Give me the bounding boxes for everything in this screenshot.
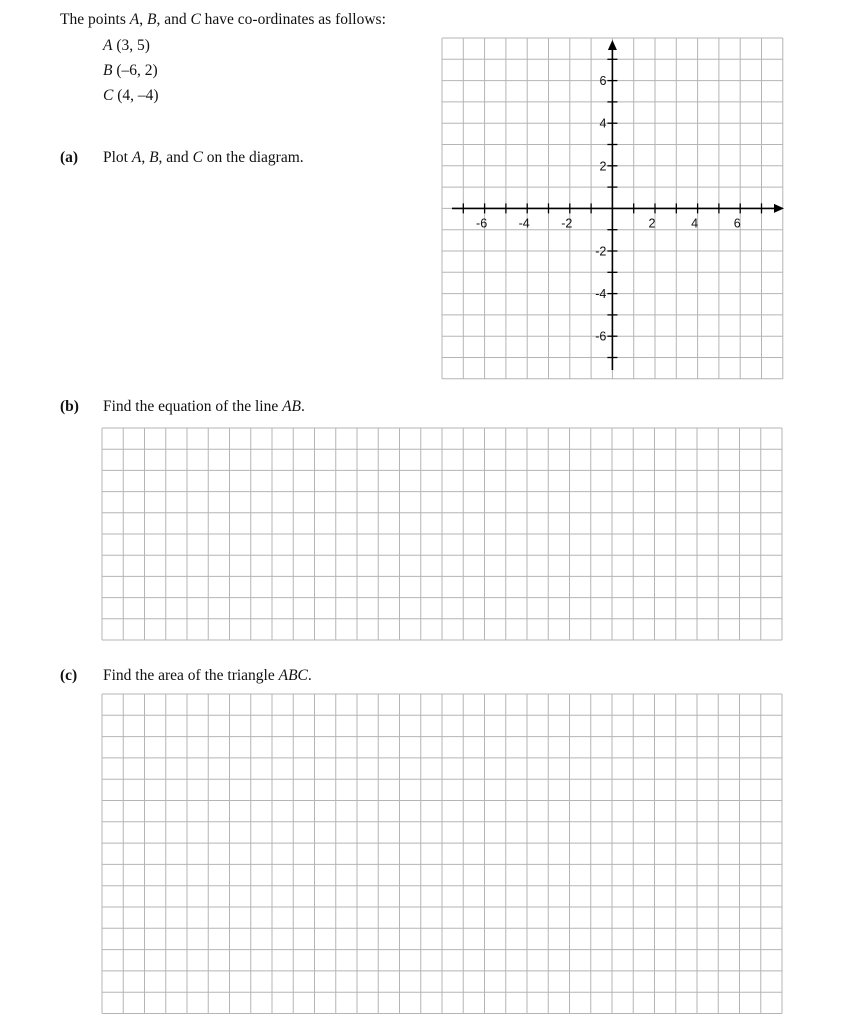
x-tick-label: 4 [691, 216, 699, 231]
part-b-label: (b) [60, 398, 79, 415]
intro-point-a: A [129, 11, 140, 28]
intro-pre: The points [60, 11, 130, 28]
x-tick-label: -4 [518, 216, 530, 231]
point-b-name: B [103, 62, 113, 79]
y-tick-label: -4 [595, 287, 607, 302]
intro-point-b: B [146, 11, 157, 28]
part-a-sep-1: , [141, 149, 150, 166]
part-b-line-ab: AB [282, 398, 302, 415]
y-tick-label: 4 [599, 116, 607, 131]
part-a-point-a: A [131, 149, 142, 166]
y-axis-arrow-icon [608, 40, 617, 50]
part-b-post: . [301, 398, 305, 415]
x-tick-label: -2 [561, 216, 573, 231]
point-b-value: (–6, 2) [112, 62, 158, 79]
intro-post: have co-ordinates as follows: [200, 11, 386, 28]
point-a-value: (3, 5) [112, 37, 150, 54]
working-grid-c[interactable] [102, 694, 782, 1014]
part-a-pre: Plot [103, 149, 132, 166]
x-tick-label: 6 [733, 216, 741, 231]
part-c-label: (c) [60, 667, 78, 684]
intro-sep-2: , and [156, 11, 191, 28]
y-tick-label: 6 [599, 74, 607, 89]
point-c-name: C [103, 87, 114, 104]
intro-point-c: C [190, 11, 201, 28]
part-a-point-c: C [192, 149, 203, 166]
part-b-pre: Find the equation of the line [103, 398, 283, 415]
y-tick-label: -2 [595, 244, 607, 259]
part-c-pre: Find the area of the triangle [103, 667, 279, 684]
y-tick-label: -6 [595, 329, 607, 344]
part-a-point-b: B [149, 149, 159, 166]
part-c-post: . [307, 667, 312, 684]
point-a-name: A [103, 37, 113, 54]
intro-sep-1: , [139, 11, 147, 28]
x-tick-label: 2 [648, 216, 656, 231]
working-grid-b[interactable] [102, 428, 782, 640]
x-tick-label: -6 [476, 216, 488, 231]
coordinate-axes [452, 40, 784, 370]
part-a-sep-2: , and [158, 149, 193, 166]
y-tick-label: 2 [599, 159, 607, 174]
point-c-value: (4, –4) [113, 87, 159, 104]
part-a-post: on the diagram. [202, 149, 304, 166]
part-c-triangle-abc: ABC [278, 667, 308, 684]
part-a-label: (a) [60, 149, 79, 166]
